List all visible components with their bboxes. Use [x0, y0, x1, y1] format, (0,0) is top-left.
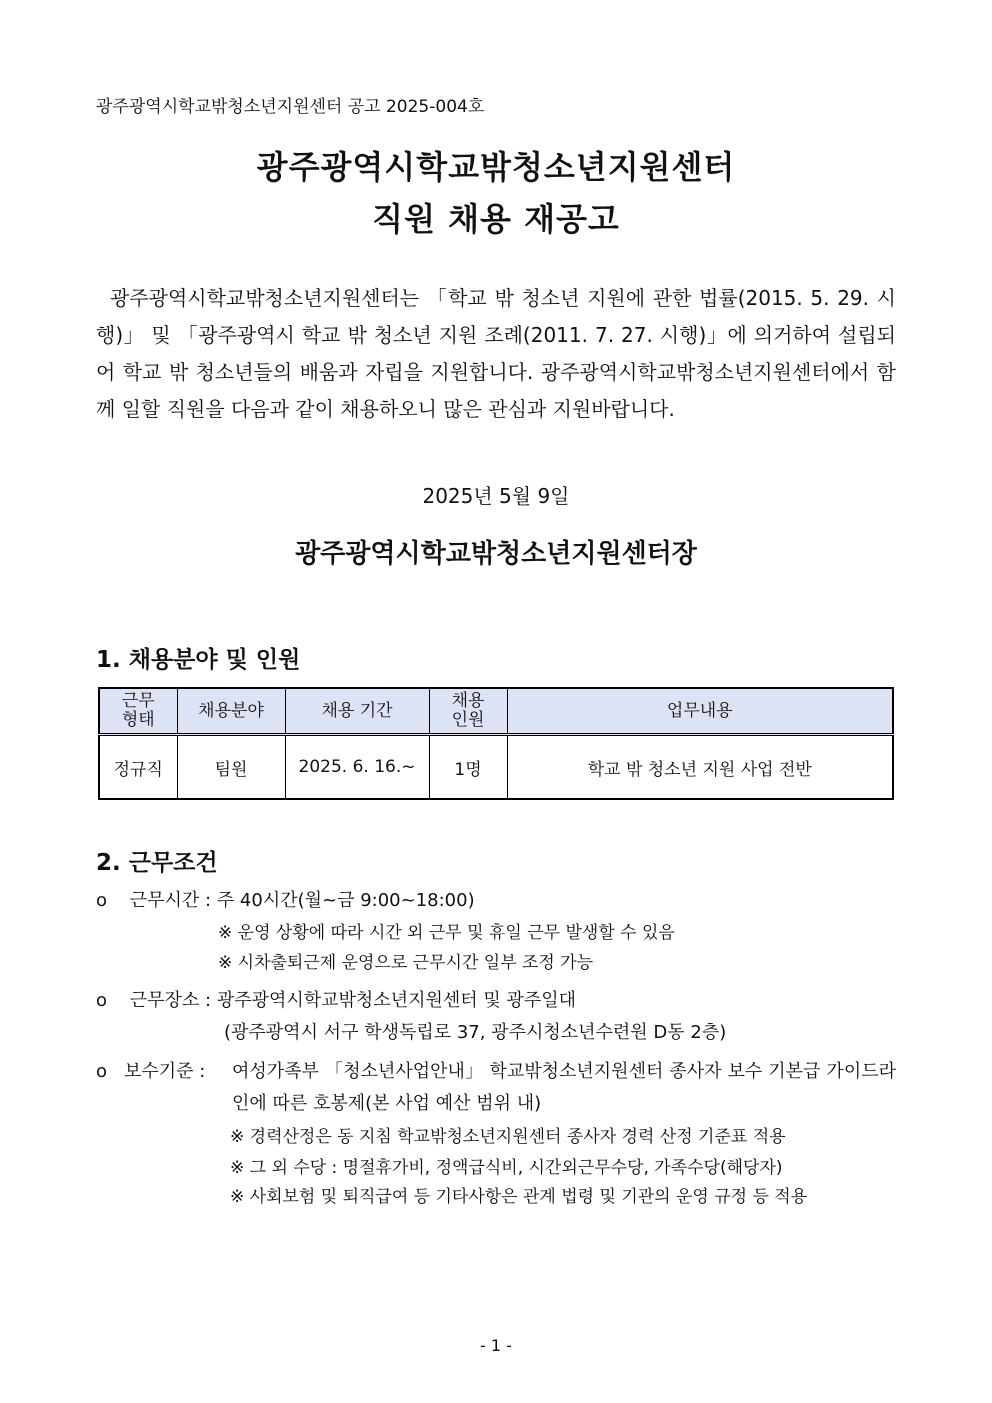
- pay-label-wrap: [96, 1056, 232, 1088]
- cell-headcount: 1명: [429, 735, 507, 800]
- bullet-icon: o: [96, 890, 108, 911]
- work-place-value: 광주광역시학교밖청소년지원센터 및 광주일대: [216, 990, 577, 1011]
- work-hours-line: [96, 886, 475, 912]
- table-header-row: [99, 688, 893, 735]
- cell-field: 팀원: [177, 735, 285, 800]
- section-heading-conditions: 2. 근무조건: [96, 850, 218, 876]
- pay-label: 보수기준 :: [124, 1061, 206, 1082]
- announcement-date: 2025년 5월 9일: [422, 484, 570, 508]
- work-place-address: (광주광역시 서구 학생독립로 37, 광주시청소년수련원 D동 2층): [224, 1022, 727, 1043]
- cell-employment-type: 정규직: [99, 735, 177, 800]
- work-hours-label: 근무시간 :: [129, 890, 212, 911]
- work-place-label: 근무장소 :: [129, 990, 212, 1011]
- header-headcount: [429, 688, 507, 735]
- cell-period: 2025. 6. 16.~: [285, 735, 429, 800]
- bullet-icon: o: [96, 1061, 108, 1082]
- work-hours-value: 주 40시간(월~금 9:00~18:00): [216, 890, 475, 911]
- header-period: 채용 기간: [285, 688, 429, 735]
- bullet-icon: o: [96, 990, 108, 1011]
- work-hours-note-1: ※ 운영 상황에 따라 시간 외 근무 및 휴일 근무 발생할 수 있음: [218, 923, 675, 943]
- pay-value: 여성가족부 「청소년사업안내」 학교밖청소년지원센터 종사자 보수 기본급 가이드라인에 따른 호봉제(본 사업 예산 범위 내): [232, 1061, 896, 1114]
- work-place-line: [96, 986, 576, 1012]
- header-employment-type: [99, 688, 177, 735]
- header-field: 채용분야: [177, 688, 285, 735]
- document-title: 광주광역시학교밖청소년지원센터: [256, 148, 736, 186]
- work-hours-note-2: ※ 시차출퇴근제 운영으로 근무시간 일부 조정 가능: [218, 953, 594, 973]
- section-heading-recruitment: 1. 채용분야 및 인원: [96, 647, 301, 673]
- issuer-name: 광주광역시학교밖청소년지원센터장: [295, 539, 697, 569]
- table-row: [99, 735, 893, 800]
- notice-number: 광주광역시학교밖청소년지원센터 공고 2025-004호: [96, 97, 485, 117]
- cell-duties: 학교 밖 청소년 지원 사업 전반: [507, 735, 893, 800]
- pay-block: [96, 1056, 896, 1120]
- header-headcount-label: 채용 인원: [451, 691, 485, 730]
- intro-paragraph: 광주광역시학교밖청소년지원센터는 「학교 밖 청소년 지원에 관한 법률(2015. 5. 29. 시행)」 및 「광주광역시 학교 밖 청소년 지원 조례(2011. 7. 27. 시행)」에 의거하여 설립되어 학교 밖 청소년들의 배움과 자립을 지원합니다. 광주광역시학교밖청소년지원센터에서 함께 일할 직원을 다음과 같이 채용하오니 많은 관심과 지원바랍니다.: [96, 286, 896, 421]
- header-duties: 업무내용: [507, 688, 893, 735]
- header-employment-type-label: 근무 형태: [121, 691, 155, 730]
- recruitment-table: [98, 687, 894, 800]
- document-subtitle: 직원 채용 재공고: [372, 200, 620, 238]
- pay-note-3: ※ 사회보험 및 퇴직급여 등 기타사항은 관계 법령 및 기관의 운영 규정 등 적용: [230, 1187, 808, 1207]
- pay-note-2: ※ 그 외 수당 : 명절휴가비, 정액급식비, 시간외근무수당, 가족수당(해당자): [230, 1158, 783, 1178]
- page-number: - 1 -: [480, 1336, 512, 1355]
- pay-note-1: ※ 경력산정은 동 지침 학교밖청소년지원센터 종사자 경력 산정 기준표 적용: [230, 1127, 786, 1147]
